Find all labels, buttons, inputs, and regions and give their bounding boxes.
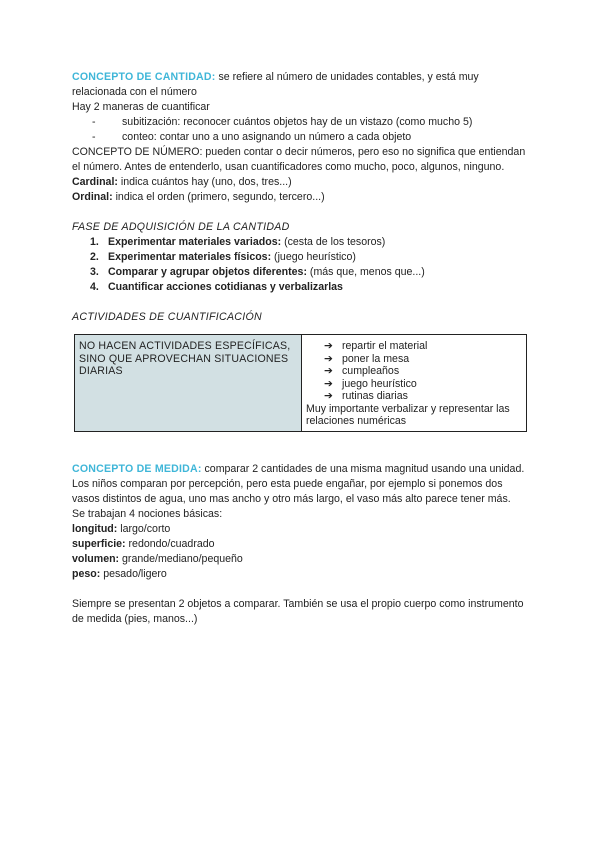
- table-cell-situations: NO HACEN ACTIVIDADES ESPECÍFICAS, SINO QUE APROVECHAN SITUACIONES DIARIAS: [75, 335, 302, 432]
- notion-line: [72, 537, 532, 552]
- step-title: Experimentar materiales físicos:: [108, 251, 272, 263]
- notion-text: redondo/cuadrado: [125, 537, 215, 550]
- activities-list: [306, 340, 522, 403]
- arrow-icon: ➔: [324, 340, 333, 352]
- list-item: [90, 250, 532, 265]
- arrow-icon: ➔: [324, 377, 333, 390]
- table-cell-activities: [302, 335, 527, 432]
- list-item: [324, 365, 522, 378]
- notion-line: [72, 567, 532, 582]
- medida-intro: Se trabajan 4 nociones básicas:: [72, 507, 223, 520]
- step-number: 1.: [90, 236, 99, 248]
- arrow-icon: ➔: [324, 352, 333, 365]
- notion-line: [72, 552, 532, 567]
- fase-heading: FASE DE ADQUISICIÓN DE LA CANTIDAD: [72, 221, 290, 233]
- list-item: [324, 378, 522, 391]
- spacer: [72, 205, 532, 220]
- cardinal-text: indica cuántos hay (uno, dos, tres...): [117, 176, 292, 188]
- actividades-heading: ACTIVIDADES DE CUANTIFICACIÓN: [72, 311, 262, 323]
- spacer: [72, 582, 532, 597]
- cardinal-label: Cardinal:: [72, 176, 118, 188]
- activities-note: Muy importante verbalizar y representar las relaciones numéricas: [306, 402, 510, 427]
- step-detail: (más que, menos que...): [306, 266, 425, 278]
- arrow-icon: ➔: [324, 390, 333, 402]
- notion-label: peso:: [72, 567, 101, 580]
- list-item: [90, 235, 532, 250]
- list-item: [324, 353, 522, 366]
- spacer: [72, 432, 532, 447]
- spacer: [72, 295, 532, 310]
- quantify-ways-list: [72, 115, 532, 145]
- ordinal-label: Ordinal:: [72, 191, 113, 203]
- cantidad-definition: se refiere al número de unidades contables, y está muy relacionada con el número: [72, 71, 479, 98]
- step-detail: (cesta de los tesoros): [281, 236, 386, 248]
- step-title: Experimentar materiales variados:: [108, 236, 282, 248]
- cantidad-paragraph: [72, 70, 532, 100]
- numero-paragraph: CONCEPTO DE NÚMERO: pueden contar o decir números, pero eso no significa que entiendan el número. Antes de entenderlo, usan cuantificadores como mucho, poco, algunos, ninguno.: [72, 146, 526, 173]
- document-content: [72, 70, 532, 627]
- ordinal-text: indica el orden (primero, segundo, tercero...): [112, 191, 325, 203]
- activity-label: poner la mesa: [342, 352, 410, 365]
- arrow-icon: ➔: [324, 365, 333, 377]
- activity-label: repartir el material: [342, 340, 428, 352]
- ordinal-line: [72, 190, 532, 205]
- notion-text: largo/corto: [117, 522, 171, 535]
- notion-label: superficie:: [72, 537, 126, 550]
- notion-line: [72, 522, 532, 537]
- activity-label: rutinas diarias: [342, 390, 408, 402]
- step-number: 4.: [90, 281, 99, 293]
- list-item: [324, 340, 522, 353]
- step-title: Cuantificar acciones cotidianas y verbalizarlas: [108, 281, 343, 293]
- list-item: - conteo: contar uno a uno asignando un número a cada objeto: [92, 130, 532, 145]
- notion-text: pesado/ligero: [100, 567, 167, 580]
- activity-label: cumpleaños: [342, 365, 400, 377]
- medida-perception: Los niños comparan por percepción, pero esta puede engañar, por ejemplo si ponemos dos vasos distintos de agua, uno mas ancho y otro más largo, el vaso más alto parece tener más.: [72, 477, 511, 505]
- step-number: 2.: [90, 251, 99, 263]
- step-title: Comparar y agrupar objetos diferentes:: [108, 266, 307, 278]
- medida-heading: CONCEPTO DE MEDIDA:: [72, 462, 202, 475]
- medida-definition: comparar 2 cantidades de una misma magnitud usando una unidad.: [201, 462, 525, 475]
- step-detail: (juego heurístico): [271, 251, 356, 263]
- medida-paragraph: [72, 462, 532, 477]
- notion-label: volumen:: [72, 552, 120, 565]
- notion-label: longitud:: [72, 522, 118, 535]
- list-item: - subitización: reconocer cuántos objetos hay de un vistazo (como mucho 5): [92, 115, 532, 130]
- table-row: [75, 335, 527, 432]
- cantidad-intro: Hay 2 maneras de cuantificar: [72, 101, 210, 113]
- fase-steps-list: [72, 235, 532, 295]
- medida-closing: Siempre se presentan 2 objetos a comparar. También se usa el propio cuerpo como instrumento de medida (pies, manos...): [72, 597, 524, 625]
- activity-label: juego heurístico: [342, 377, 417, 390]
- step-number: 3.: [90, 266, 99, 278]
- notion-text: grande/mediano/pequeño: [119, 552, 243, 565]
- list-item: [324, 390, 522, 403]
- spacer: [72, 447, 532, 462]
- cantidad-heading: CONCEPTO DE CANTIDAD:: [72, 71, 216, 83]
- actividades-table: [74, 334, 527, 432]
- list-item: [90, 280, 532, 295]
- list-item: [90, 265, 532, 280]
- cardinal-line: [72, 175, 532, 190]
